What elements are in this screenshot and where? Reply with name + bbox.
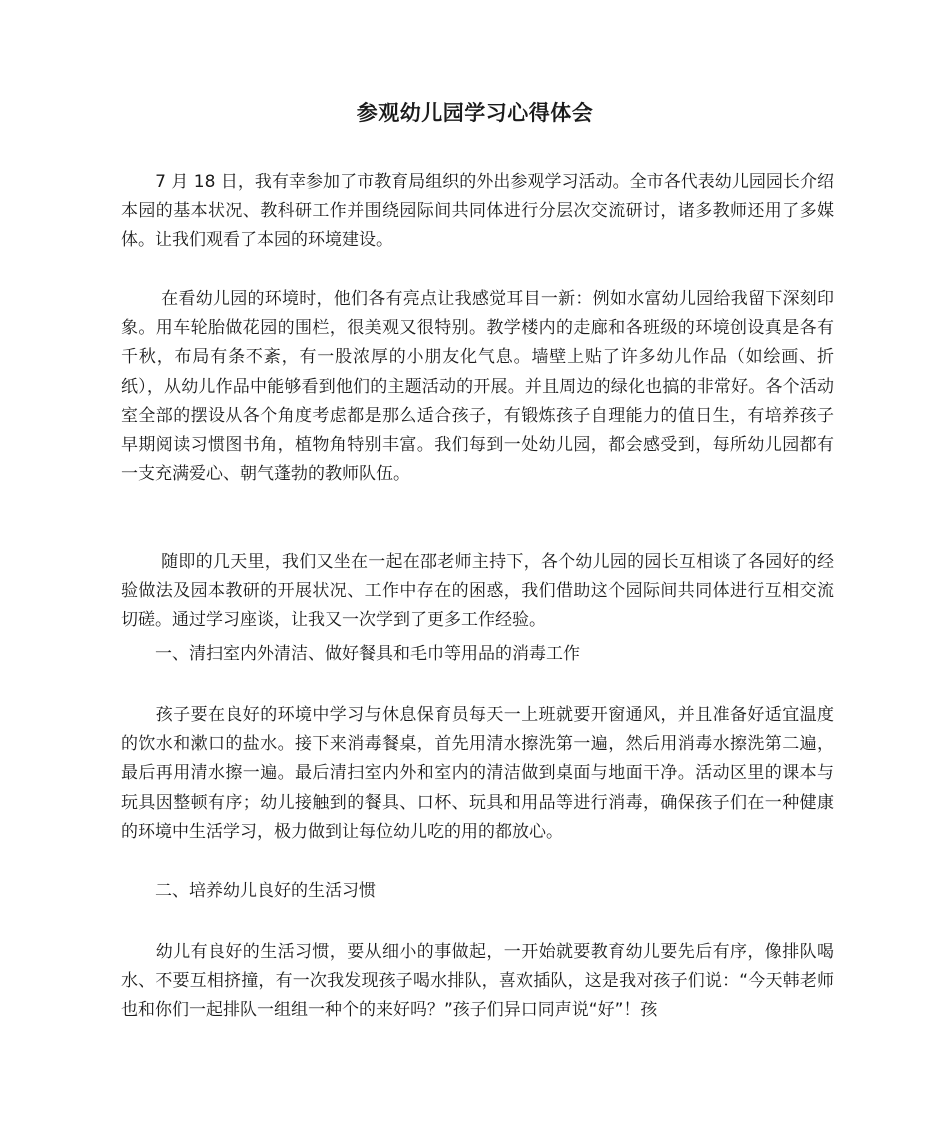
paragraph-cleaning: 孩子要在良好的环境中学习与休息保育员每天一上班就要开窗通风，并且准备好适宜温度的饮水和漱口的盐水。接下来消毒餐桌，首先用清水擦洗第一遍，然后用消毒水擦洗第二遍，最后再用清水擦一遍。最后清扫室内外和室内的清洁做到桌面与地面干净。活动区里的课本与玩具因整顿有序；幼儿接触到的餐具、口杯、玩具和用品等进行消毒，确保孩子们在一种健康的环境中生活学习，极力做到让每位幼儿吃的用的都放心。	[121, 705, 834, 842]
paragraph-intro: 7 月 18 日，我有幸参加了市教育局组织的外出参观学习活动。全市各代表幼儿园园长介绍本园的基本状况、教科研工作并围绕园际间共同体进行分层次交流研讨，诸多教师还用了多媒体。让我们观看了本园的环境建设。	[121, 172, 834, 251]
paragraph-environment: 在看幼儿园的环境时，他们各有亮点让我感觉耳目一新：例如水富幼儿园给我留下深刻印象。用车轮胎做花园的围栏，很美观又很特别。教学楼内的走廊和各班级的环境创设真是各有千秋，布局有条不紊，有一股浓厚的小朋友化气息。墙壁上贴了许多幼儿作品（如绘画、折纸），从幼儿作品中能够看到他们的主题活动的开展。并且周边的绿化也搞的非常好。各个活动室全部的摆设从各个角度考虑都是那么适合孩子，有锻炼孩子自理能力的值日生，有培养孩子早期阅读习惯图书角，植物角特别丰富。我们每到一处幼儿园，都会感受到，每所幼儿园都有一支充满爱心、朝气蓬勃的教师队伍。	[121, 289, 834, 485]
document-title: 参观幼儿园学习心得体会	[356, 101, 594, 125]
paragraph-habits: 幼儿有良好的生活习惯，要从细小的事做起，一开始就要教育幼儿要先后有序，像排队喝水、不要互相挤撞，有一次我发现孩子喝水排队，喜欢插队，这是我对孩子们说：“今天韩老师也和你们一起排队一组组一种个的来好吗？”孩子们异口同声说“好”！孩	[121, 942, 834, 1021]
section-heading-2: 二、培养幼儿良好的生活习惯	[121, 881, 376, 901]
section-heading-1: 一、清扫室内外清洁、做好餐具和毛巾等用品的消毒工作	[121, 644, 580, 664]
paragraph-discussion: 随即的几天里，我们又坐在一起在邵老师主持下，各个幼儿园的园长互相谈了各园好的经验做法及园本教研的开展状况、工作中存在的困惑，我们借助这个园际间共同体进行互相交流切磋。通过学习座谈，让我又一次学到了更多工作经验。	[121, 552, 834, 631]
